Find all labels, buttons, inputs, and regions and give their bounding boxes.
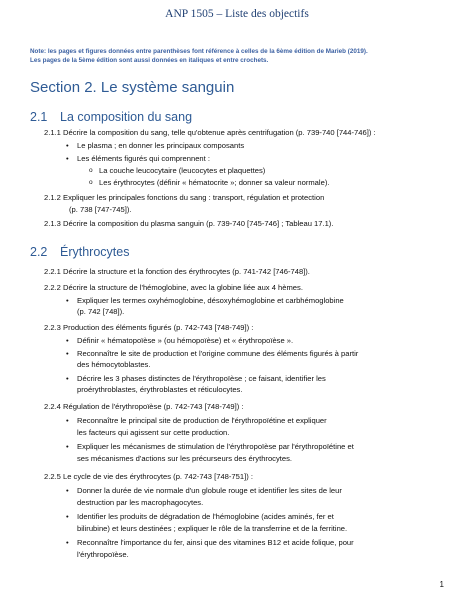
- bullet-plasma: • Le plasma ; en donner les principaux composants: [77, 141, 244, 151]
- bullet-site-production: • Reconnaître le site de production et l'origine commune des éléments figurés à partir: [77, 349, 358, 359]
- note-line-2: Les pages de la 5ème édition sont aussi données en italiques et entre crochets.: [30, 57, 269, 64]
- objective-2-2-1: 2.2.1 Décrire la structure et la fonction des érythrocytes (p. 741-742 [746-748]).: [44, 267, 310, 276]
- objective-2-1-3: 2.1.3 Décrire la composition du plasma sanguin (p. 739-740 [745-746] ; Tableau 17.1).: [44, 219, 334, 228]
- objective-2-1-2: 2.1.2 Expliquer les principales fonctions du sang : transport, régulation et protection: [44, 193, 325, 202]
- subsection-title: Érythrocytes: [60, 245, 130, 259]
- document-title: ANP 1505 – Liste des objectifs: [165, 8, 309, 20]
- objective-2-2-5: 2.2.5 Le cycle de vie des érythrocytes (p. 742-743 [748-751]) :: [44, 472, 253, 481]
- note-block: [30, 47, 460, 65]
- subbullet-couche-leucocytaire: o La couche leucocytaire (leucocytes et plaquettes): [99, 166, 265, 176]
- objective-2-1-2-cont: (p. 738 [747-745]).: [69, 205, 132, 214]
- bullet-erythropoietine-site-cont: les facteurs qui agissent sur cette production.: [77, 428, 230, 437]
- bullet-degradation-hemoglobine: • Identifier les produits de dégradation de l'hémoglobine (acides aminés, fer et: [77, 512, 334, 522]
- bullet-elements-figures: • Les éléments figurés qui comprennent :: [77, 154, 210, 164]
- note-line-1: Note: les pages et figures données entre parenthèses font référence à celles de la 6ème édition de Marieb (2019).: [30, 48, 368, 55]
- bullet-hematopoiese: • Définir « hématopoïèse » (ou hémopoïèse) et « érythropoïèse ».: [77, 336, 293, 346]
- bullet-duree-vie-cont: destruction par les macrophagocytes.: [77, 498, 204, 507]
- subsection-heading-2-1: [30, 110, 192, 124]
- bullet-degradation-hemoglobine-cont: bilirubine) et leurs destinées ; expliquer le rôle de la transferrine et de la ferritine.: [77, 524, 348, 533]
- bullet-phases-erythropoiese-cont: proérythroblastes, érythroblastes et réticulocytes.: [77, 385, 243, 394]
- bullet-site-production-cont: des hémocytoblastes.: [77, 360, 151, 369]
- objective-2-2-3: 2.2.3 Production des éléments figurés (p. 742-743 [748-749]) :: [44, 323, 254, 332]
- bullet-importance-fer-cont: l'érythropoïèse.: [77, 550, 129, 559]
- subbullet-erythrocytes: o Les érythrocytes (définir « hématocrite »; donner sa valeur normale).: [99, 178, 329, 188]
- page-number: 1: [439, 580, 444, 589]
- objective-2-1-1: 2.1.1 Décrire la composition du sang, telle qu'obtenue après centrifugation (p. 739-740 [744-746]) :: [44, 128, 376, 137]
- bullet-erythropoietine-site: • Reconnaître le principal site de production de l'érythropoïétine et expliquer: [77, 416, 327, 426]
- subsection-number: 2.1: [30, 110, 48, 124]
- bullet-duree-vie: • Donner la durée de vie normale d'un globule rouge et identifier les sites de leur: [77, 486, 342, 496]
- bullet-mecanismes-stimulation: • Expliquer les mécanismes de stimulation de l'érythropoïèse par l'érythropoïétine et: [77, 442, 354, 452]
- section-title: Section 2. Le système sanguin: [30, 79, 235, 96]
- bullet-phases-erythropoiese: • Décrire les 3 phases distinctes de l'érythropoïèse ; ce faisant, identifier les: [77, 374, 326, 384]
- subsection-title: La composition du sang: [60, 110, 193, 124]
- objective-2-2-2: 2.2.2 Décrire la structure de l'hémoglobine, avec la globine liée aux 4 hèmes.: [44, 283, 303, 292]
- bullet-mecanismes-stimulation-cont: ses mécanismes d'actions sur les précurseurs des érythrocytes.: [77, 454, 293, 463]
- bullet-hemoglobine-terms-cont: (p. 742 [748]).: [77, 307, 125, 316]
- objective-2-2-4: 2.2.4 Régulation de l'érythropoïèse (p. 742-743 [748-749]) :: [44, 402, 244, 411]
- subsection-number: 2.2: [30, 245, 48, 259]
- bullet-importance-fer: • Reconnaître l'importance du fer, ainsi que des vitamines B12 et acide folique, pour: [77, 538, 354, 548]
- subsection-heading-2-2: [30, 245, 129, 259]
- bullet-hemoglobine-terms: • Expliquer les termes oxyhémoglobine, désoxyhémoglobine et carbhémoglobine: [77, 296, 344, 306]
